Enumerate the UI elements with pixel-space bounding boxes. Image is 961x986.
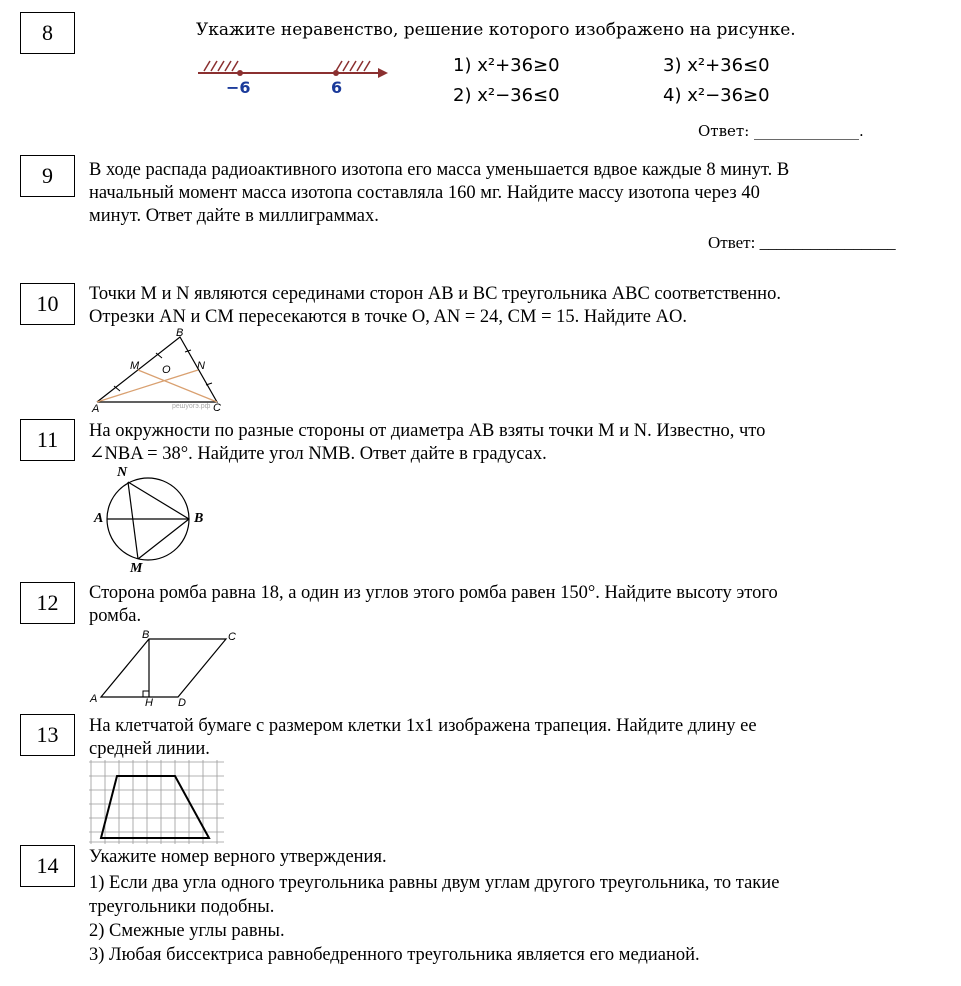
task-14-statement-1-cont: треугольники подобны.	[89, 897, 275, 917]
rhombus-figure	[96, 634, 236, 704]
rhombus-a-label: A	[90, 693, 98, 705]
option-2: 2) x²−36≤0	[453, 85, 560, 106]
task-number-13: 13	[20, 714, 75, 756]
number-line-left-label: −6	[226, 78, 251, 97]
task-9-answer-label: Ответ: ________________	[708, 233, 896, 252]
task-10-line-1: Точки M и N являются серединами сторон AB и BC треугольника ABC соответственно.	[89, 284, 781, 304]
rhombus-h-label: H	[145, 697, 153, 709]
task-number-14: 14	[20, 845, 75, 887]
task-number-12: 12	[20, 582, 75, 624]
vertex-c-label: C	[213, 402, 221, 414]
task-8-answer-label: Ответ: ______________.	[698, 122, 864, 140]
triangle-figure	[92, 332, 222, 412]
task-number-11: 11	[20, 419, 75, 461]
task-9-line-3: минут. Ответ дайте в миллиграммах.	[89, 206, 379, 226]
rhombus-c-label: C	[228, 631, 236, 643]
circle-point-n-label: N	[117, 465, 128, 480]
circle-point-m-label: M	[130, 561, 143, 576]
task-12-line-1: Сторона ромба равна 18, а один из углов этого ромба равен 150°. Найдите высоту этого	[89, 583, 778, 603]
option-3: 3) x²+36≤0	[663, 55, 770, 76]
option-4: 4) x²−36≥0	[663, 85, 770, 106]
point-m-label: M	[130, 360, 140, 372]
task-8-question: Укажите неравенство, решение которого изображено на рисунке.	[196, 20, 796, 40]
task-9-line-2: начальный момент масса изотопа составляла 160 мг. Найдите массу изотопа через 40	[89, 183, 760, 203]
task-11-line-2: ∠NBA = 38°. Найдите угол NMB. Ответ дайте в градусах.	[89, 444, 547, 464]
task-14-statement-3: 3) Любая биссектриса равнобедренного треугольника является его медианой.	[89, 945, 700, 965]
option-1: 1) x²+36≥0	[453, 55, 560, 76]
task-14-statement-1: 1) Если два угла одного треугольника равны двум углам другого треугольника, то такие	[89, 873, 780, 893]
number-line-right-label: 6	[331, 78, 343, 97]
point-n-label: N	[197, 360, 205, 372]
rhombus-b-label: B	[142, 629, 150, 641]
task-number-10: 10	[20, 283, 75, 325]
task-13-line-2: средней линии.	[89, 739, 210, 759]
task-10-line-2: Отрезки AN и CM пересекаются в точке O, AN = 24, CM = 15. Найдите AO.	[89, 307, 687, 327]
task-12-line-2: ромба.	[89, 606, 142, 626]
task-9-line-1: В ходе распада радиоактивного изотопа его масса уменьшается вдвое каждые 8 минут. В	[89, 160, 790, 180]
task-number-9: 9	[20, 155, 75, 197]
task-14-line-1: Укажите номер верного утверждения.	[89, 847, 387, 867]
point-o-label: O	[162, 364, 171, 376]
circle-point-b-label: B	[194, 511, 204, 526]
task-13-line-1: На клетчатой бумаге с размером клетки 1х1 изображена трапеция. Найдите длину ее	[89, 716, 757, 736]
circle-figure	[104, 470, 204, 570]
task-11-line-1: На окружности по разные стороны от диаметра AB взяты точки M и N. Известно, что	[89, 421, 766, 441]
trapezoid-grid-figure	[89, 760, 229, 844]
circle-point-a-label: A	[94, 511, 104, 526]
task-number-8: 8	[20, 12, 75, 54]
vertex-b-label: B	[176, 327, 184, 339]
watermark-text: решуогэ.рф	[172, 403, 211, 410]
task-14-statement-2: 2) Смежные углы равны.	[89, 921, 285, 941]
rhombus-d-label: D	[178, 697, 186, 709]
vertex-a-label: A	[92, 403, 100, 415]
